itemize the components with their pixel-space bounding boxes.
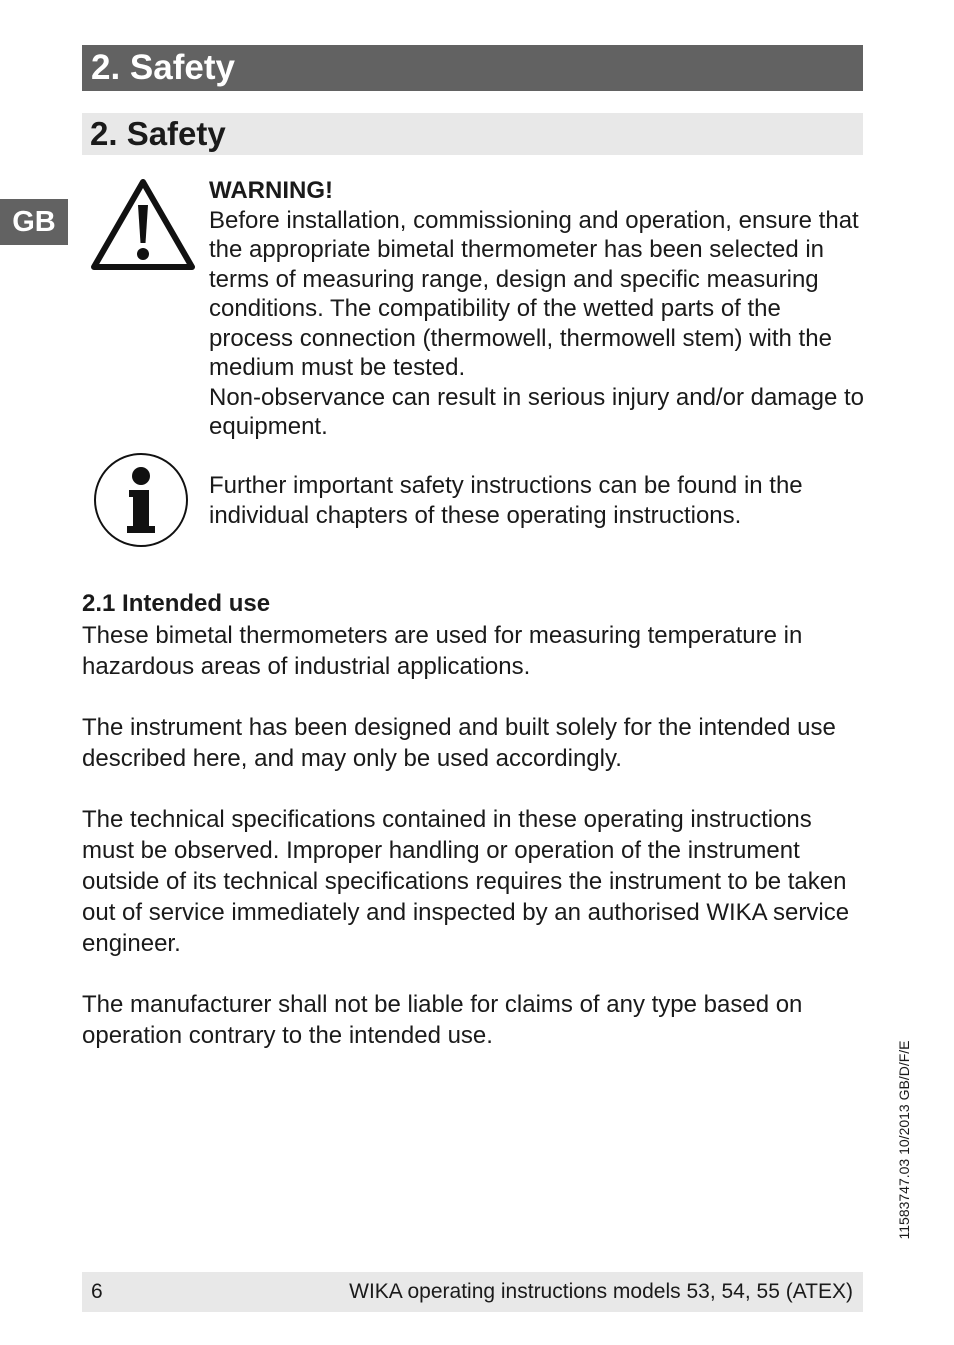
warning-block	[209, 176, 869, 442]
intended-use-paragraph: The manufacturer shall not be liable for claims of any type based on operation contrary to the intended use.	[82, 991, 803, 1049]
intended-use-paragraph: These bimetal thermometers are used for measuring temperature in hazardous areas of industrial applications.	[82, 622, 803, 680]
chapter-title: 2. Safety	[91, 48, 235, 87]
footer-title: WIKA operating instructions models 53, 54, 55 (ATEX)	[349, 1280, 853, 1303]
page-footer	[82, 1272, 863, 1312]
section-title: 2. Safety	[90, 115, 226, 152]
info-icon	[93, 452, 189, 548]
page-number: 6	[91, 1280, 103, 1303]
intended-use-paragraph: The technical specifications contained in these operating instructions must be observed. Improper handling or operation of the instrument outside of its technical specifications requires the instrument to be taken out of service immediately and inspected by an authorised WIKA service engineer.	[82, 806, 850, 957]
chapter-header-bar	[82, 45, 863, 91]
warning-consequence-text: Non-observance can result in serious injury and/or damage to equipment.	[209, 383, 865, 440]
intended-use-paragraph: The instrument has been designed and built solely for the intended use described here, and may only be used accordingly.	[82, 714, 836, 772]
document-code-text: 11583747.03 10/2013 GB/D/F/E	[896, 1040, 912, 1240]
info-block	[209, 471, 869, 531]
section-header-bar	[82, 113, 863, 155]
intended-use-heading: 2.1 Intended use	[82, 590, 271, 617]
warning-title: WARNING!	[209, 177, 333, 204]
warning-text: Before installation, commissioning and operation, ensure that the appropriate bimetal thermometer has been selected in terms of measuring range, design and specific measuring conditions. The compatibility of the wetted parts of the process connection (thermowell, thermowell stem) with the medium must be tested.	[209, 206, 859, 381]
language-tab: GB	[0, 199, 68, 245]
warning-triangle-icon	[91, 179, 195, 271]
info-text: Further important safety instructions can be found in the individual chapters of these operating instructions.	[209, 472, 803, 529]
